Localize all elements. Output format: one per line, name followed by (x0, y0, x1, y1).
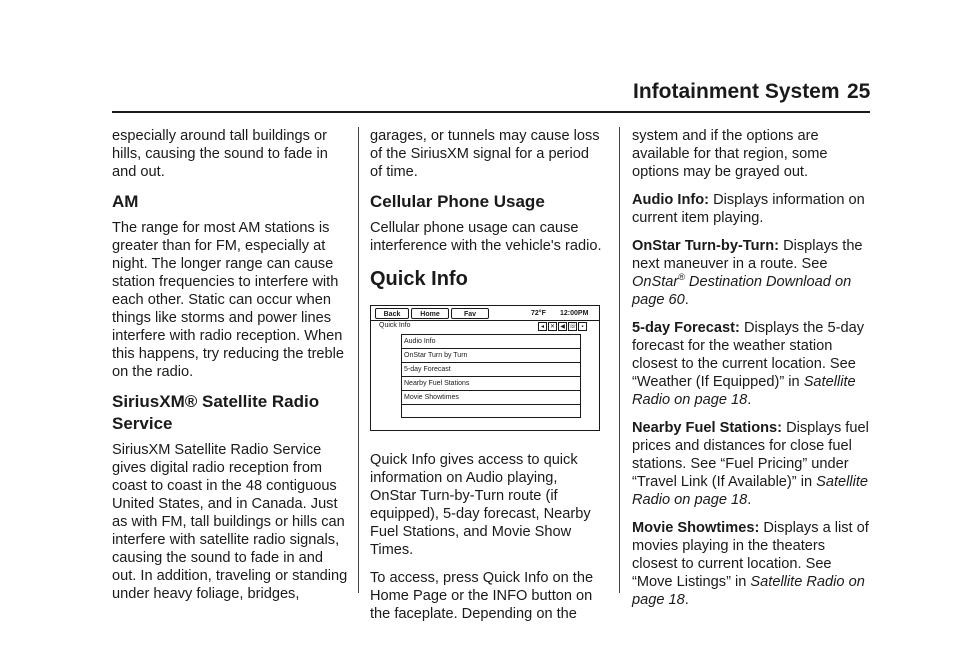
definition-movie-showtimes: Movie Showtimes: Displays a list of movies playing in the theaters closest to current location. See “Move Listings” in Satellite Radio on page 18. (632, 520, 869, 608)
page-header-title: Infotainment System (633, 80, 840, 103)
column-3 (632, 127, 870, 619)
audio-source-icon: ◂ (538, 322, 547, 331)
header-rule (112, 111, 870, 113)
home-tab: Home (411, 308, 449, 319)
phone-icon: ☏ (569, 324, 577, 330)
screen-title: Quick Info (379, 322, 411, 329)
mute-icon: ✕ (549, 324, 556, 330)
quick-info-menu (401, 334, 581, 418)
definition-onstar: OnStar Turn-by-Turn: Displays the next maneuver in a route. See OnStar® Destination Download on page 60. (632, 238, 863, 308)
column-divider-1 (358, 127, 359, 593)
column-2 (370, 127, 605, 633)
menu-item-forecast: 5-day Forecast (401, 362, 581, 376)
column-divider-2 (619, 127, 620, 593)
definition-text: Displays information on current item playing. (632, 192, 865, 226)
fav-tab: Fav (451, 308, 489, 319)
definition-text: Displays the next maneuver in a route. See (632, 238, 863, 272)
term: Audio Info: (632, 192, 709, 208)
quick-info-screen-figure (370, 305, 600, 431)
term: OnStar Turn-by-Turn: (632, 238, 779, 254)
status-icons (538, 322, 587, 331)
cross-reference: Satellite Radio on page 18 (632, 574, 865, 608)
settings-icon: ▪ (578, 322, 587, 331)
section-heading-quick-info: Quick Info (370, 268, 468, 290)
definition-text: Displays the 5-day forecast for the weather station closest to the current location. See “Weather (If Equipped)” in (632, 320, 864, 390)
definition-forecast: 5-day Forecast: Displays the 5-day forecast for the weather station closest to the current location. See “Weather (If Equipped)” in Satellite Radio on page 18. (632, 320, 864, 408)
definition-fuel-stations: Nearby Fuel Stations: Displays fuel prices and distances for close fuel stations. See “Fuel Pricing” under “Travel Link (If Available)” in Satellite Radio on page 18. (632, 420, 869, 508)
cross-reference: OnStar® Destination Download on page 60 (632, 272, 852, 308)
cross-reference: Satellite Radio on page 18 (632, 474, 869, 508)
definition-text: Displays fuel prices and distances for close fuel stations. See “Fuel Pricing” under “Travel Link (If Available)” in (632, 420, 869, 490)
menu-item-empty (401, 404, 581, 418)
back-tab: Back (375, 308, 409, 319)
paragraph: garages, or tunnels may cause loss of the SiriusXM signal for a period of time. (370, 128, 600, 180)
paragraph: To access, press Quick Info on the Home Page or the INFO button on the faceplate. Depending on the (370, 570, 594, 622)
section-heading-siriusxm: SiriusXM® Satellite Radio Service (112, 392, 320, 433)
paragraph: system and if the options are available for that region, some options may be grayed out. (632, 128, 828, 180)
definition-text: Displays a list of movies playing in the theaters closest to current location. See “Move Listings” in (632, 520, 869, 590)
cross-reference: Satellite Radio on page 18 (632, 374, 856, 408)
paragraph: The range for most AM stations is greater than for FM, especially at night. The longer range can cause station frequencies to interfere with each other. Static can occur when things like storms and power lines interfere with radio reception. When this happens, try reducing the treble on the radio. (112, 220, 345, 380)
temperature-readout: 72°F (531, 310, 546, 317)
menu-item-onstar: OnStar Turn by Turn (401, 348, 581, 362)
column-1 (112, 127, 348, 613)
term: 5-day Forecast: (632, 320, 740, 336)
term: Nearby Fuel Stations: (632, 420, 783, 436)
clock-readout: 12:00PM (560, 310, 589, 317)
paragraph: Quick Info gives access to quick information on Audio playing, OnStar Turn-by-Turn route (if equipped), 5-day forecast, Nearby Fuel Stations, and Movie Show Times. (370, 452, 591, 558)
paragraph: Cellular phone usage can cause interference with the vehicle's radio. (370, 220, 602, 254)
page-number: 25 (847, 80, 871, 103)
menu-item-movie-showtimes: Movie Showtimes (401, 390, 581, 404)
definition-audio-info (632, 191, 870, 227)
speaker-icon: ◀ (558, 322, 567, 331)
section-heading-cellular: Cellular Phone Usage (370, 192, 545, 211)
section-heading-am: AM (112, 192, 139, 211)
term: Movie Showtimes: (632, 520, 760, 536)
menu-item-fuel-stations: Nearby Fuel Stations (401, 376, 581, 390)
paragraph: SiriusXM Satellite Radio Service gives digital radio reception from coast to coast in the 48 contiguous United States, and in Canada. Just as with FM, tall buildings or hills can interfere with satellite radio signals, causing the sound to fade in and out. In addition, traveling or standing under heavy foliage, bridges, (112, 442, 348, 602)
paragraph: especially around tall buildings or hills, causing the sound to fade in and out. (112, 128, 328, 180)
menu-item-audio-info: Audio Info (401, 334, 581, 348)
